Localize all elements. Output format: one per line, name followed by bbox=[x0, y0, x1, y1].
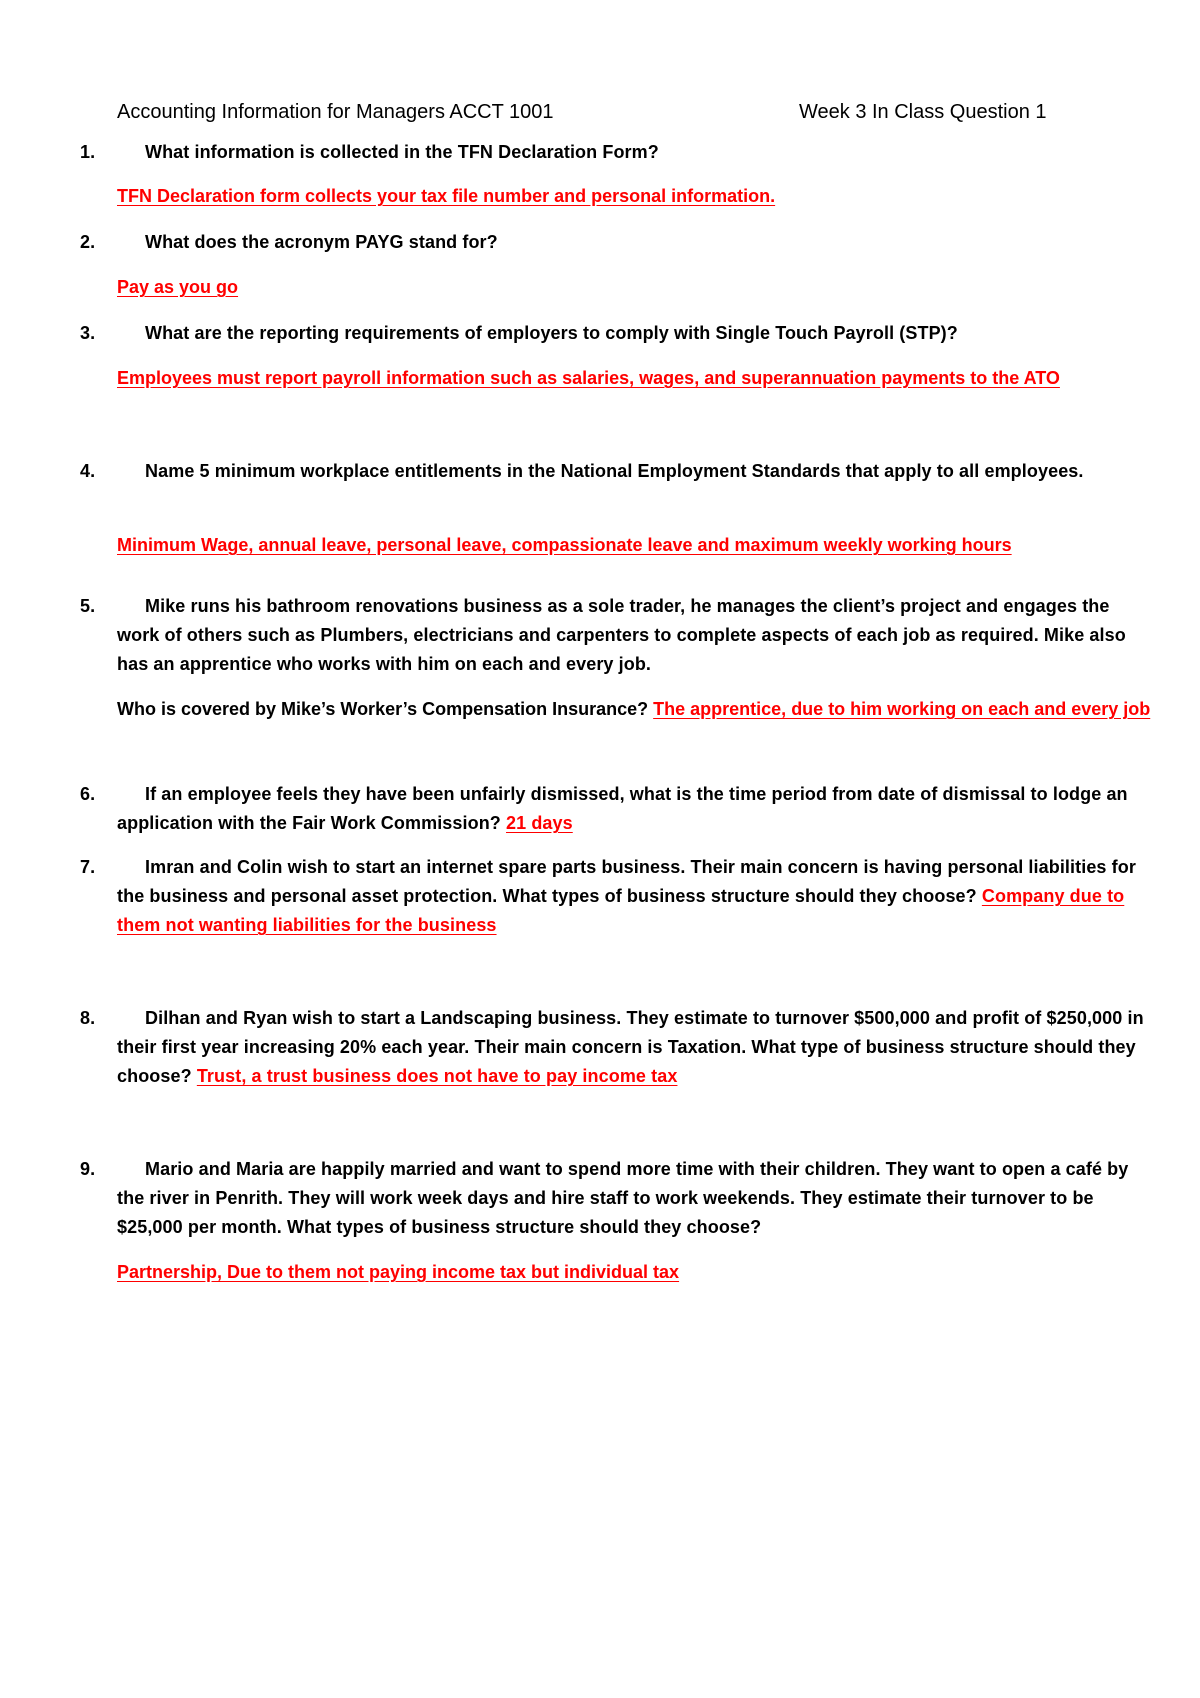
subquestion-text: Who is covered by Mike’s Worker’s Compensation Insurance? bbox=[117, 699, 654, 719]
question-number: 7. bbox=[80, 857, 96, 877]
course-title: Accounting Information for Managers ACCT 1001 bbox=[117, 101, 554, 123]
answer-9: Partnership, Due to them not paying income tax but individual tax bbox=[117, 1262, 680, 1282]
question-text: What does the acronym PAYG stand for? bbox=[145, 232, 498, 252]
answer-1: TFN Declaration form collects your tax file number and personal information. bbox=[117, 186, 776, 206]
question-8 bbox=[80, 1004, 1147, 1091]
question-number: 6. bbox=[80, 784, 96, 804]
question-7 bbox=[80, 853, 1147, 940]
question-2 bbox=[80, 228, 1147, 257]
question-5 bbox=[80, 592, 1147, 679]
answer-5: The apprentice, due to him working on each and every job bbox=[653, 699, 1151, 719]
question-text: Mike runs his bathroom renovations business as a sole trader, he manages the client’s project and engages the work of others such as Plumbers, electricians and carpenters to complete aspects of each job as required. Mike also has an apprentice who works with him on each and every job. bbox=[117, 596, 1126, 674]
question-number: 5. bbox=[80, 596, 96, 616]
answer-8: Trust, a trust business does not have to pay income tax bbox=[196, 1066, 678, 1086]
question-number: 8. bbox=[80, 1008, 96, 1028]
question-5-subquestion bbox=[117, 695, 1157, 724]
answer-6: 21 days bbox=[506, 813, 573, 833]
answer-7: Company due to them not wanting liabilities for the business bbox=[117, 886, 1125, 935]
week-title: Week 3 In Class Question 1 bbox=[799, 101, 1047, 123]
question-number: 3. bbox=[80, 323, 96, 343]
question-6 bbox=[80, 780, 1147, 838]
question-text: If an employee feels they have been unfairly dismissed, what is the time period from date of dismissal to lodge an application with the Fair Work Commission? bbox=[117, 784, 1128, 833]
question-number: 4. bbox=[80, 461, 96, 481]
question-text: Dilhan and Ryan wish to start a Landscaping business. They estimate to turnover $500,000 and profit of $250,000 in their first year increasing 20% each year. Their main concern is Taxation. What type of business structure should they choose? bbox=[117, 1008, 1144, 1086]
question-number: 1. bbox=[80, 142, 96, 162]
question-4 bbox=[80, 457, 1147, 486]
question-text: Imran and Colin wish to start an internet spare parts business. Their main concern is having personal liabilities for the business and personal asset protection. What types of business structure should they choose? bbox=[117, 857, 1136, 906]
question-text: Mario and Maria are happily married and want to spend more time with their children. They want to open a café by the river in Penrith. They will work week days and hire staff to work weekends. They estimate their turnover to be $25,000 per month. What types of business structure should they choose? bbox=[117, 1159, 1129, 1237]
question-3 bbox=[80, 319, 1147, 348]
question-text: What information is collected in the TFN Declaration Form? bbox=[145, 142, 659, 162]
answer-4: Minimum Wage, annual leave, personal leave, compassionate leave and maximum weekly working hours bbox=[117, 535, 1012, 555]
question-1 bbox=[80, 138, 1147, 167]
question-number: 9. bbox=[80, 1159, 96, 1179]
question-text: What are the reporting requirements of employers to comply with Single Touch Payroll (STP)? bbox=[145, 323, 958, 343]
question-number: 2. bbox=[80, 232, 96, 252]
answer-2: Pay as you go bbox=[117, 277, 239, 297]
answer-3: Employees must report payroll information such as salaries, wages, and superannuation payments to the ATO bbox=[117, 368, 1060, 388]
question-9 bbox=[80, 1155, 1147, 1242]
question-text: Name 5 minimum workplace entitlements in the National Employment Standards that apply to all employees. bbox=[145, 461, 1084, 481]
